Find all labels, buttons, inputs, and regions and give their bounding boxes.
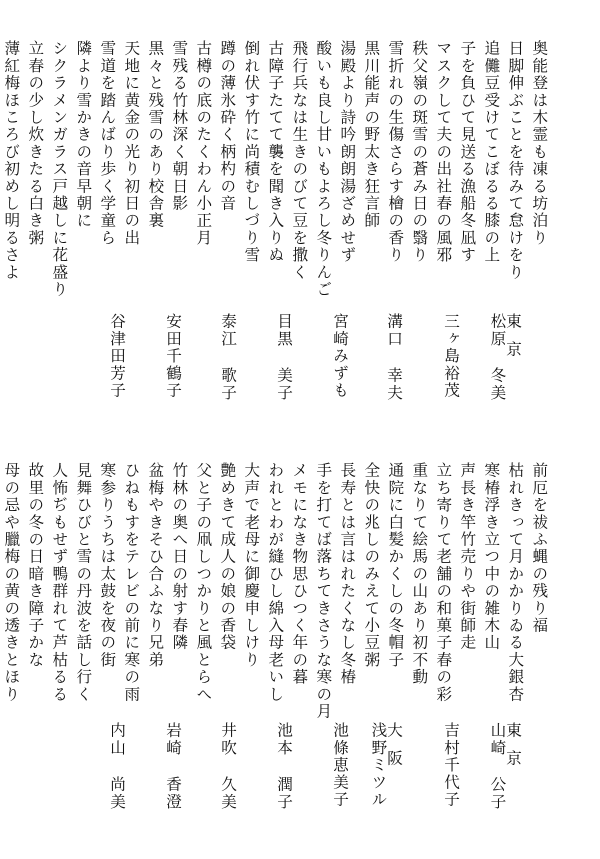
- haiku-line: 湯殿より詩吟朗朗湯ざめせず: [338, 40, 357, 264]
- haiku-line: 人怖ぢもせず鴨群れて芦枯るる: [50, 462, 69, 703]
- haiku-line: 古障子たてて襲を聞き入りぬ: [266, 40, 285, 264]
- haiku-line: 飛行兵なは生きのびて豆を撒く: [290, 40, 309, 281]
- haiku-line: 大声で老母に御慶申しけり: [242, 462, 261, 669]
- author-credit: [327, 722, 347, 808]
- haiku-line: 母の忌や臘梅の黄の透きとほり: [2, 462, 21, 703]
- haiku-line: 薄紅梅ほころび初めし明るさよ: [2, 40, 21, 281]
- haiku-line: 盆梅やきそひ合ふなり兄弟: [146, 462, 165, 669]
- author-credit: [488, 722, 522, 811]
- author-credit: [488, 313, 522, 402]
- haiku-line: 雪残る竹林深く朝日影: [170, 40, 189, 212]
- haiku-line: 寒椿浮き立つ中の雑木山: [482, 462, 501, 652]
- top-haiku-block: [0, 40, 600, 340]
- haiku-line: 通院に白髪かくしの冬帽子: [386, 462, 405, 669]
- haiku-line: 黒川能声の野太き狂言師: [362, 40, 381, 230]
- haiku-line: 子を負ひて見送る漁船冬凪す: [458, 40, 477, 264]
- author-credit: [369, 722, 403, 808]
- haiku-line: 枯れきって月かかりゐる大銀杏: [506, 462, 525, 703]
- haiku-line: 雪折れの生傷さらす檜の香り: [386, 40, 405, 264]
- haiku-line: 長寿とは言はれたくなし冬椿: [338, 462, 357, 686]
- bottom-author-row: [0, 722, 600, 852]
- author-credit: [438, 313, 458, 399]
- haiku-line: 隣より雪かきの音早朝に: [74, 40, 93, 230]
- author-name: 溝口 幸夫: [385, 313, 403, 402]
- author-credit: [160, 722, 180, 810]
- author-name: 安田千鶴子: [164, 313, 182, 399]
- haiku-line: 倒れ伏す竹に尚積むしづり雪: [242, 40, 261, 264]
- author-credit: [160, 313, 180, 399]
- haiku-line: 天地に黄金の光り初日の出: [122, 40, 141, 247]
- author-name: 岩崎 香澄: [164, 722, 182, 811]
- author-name: 井吹 久美: [219, 722, 237, 811]
- top-author-row: [0, 313, 600, 443]
- author-name: 目黒 美子: [275, 313, 293, 402]
- author-credit: [271, 722, 291, 810]
- haiku-line: メモになき物思ひつく年の暮: [290, 462, 309, 686]
- author-place: 大阪: [385, 722, 403, 778]
- author-place: 東京: [504, 313, 522, 369]
- author-credit: [438, 722, 458, 808]
- author-name: 泰江 歌子: [219, 313, 237, 402]
- author-name: 三ヶ島裕茂: [442, 313, 460, 399]
- author-credit: [381, 313, 401, 401]
- haiku-line: 秩父嶺の斑雪の蒼み日の翳り: [410, 40, 429, 264]
- author-credit: [215, 722, 235, 810]
- author-credit: [104, 313, 124, 399]
- author-name: 宮崎みずも: [331, 313, 349, 399]
- haiku-line: 日脚伸ぶことを待みて怠けをり: [506, 40, 525, 281]
- haiku-line: 古樽の底のたくわん小正月: [194, 40, 213, 247]
- author-credit: [104, 722, 124, 810]
- top-poem-columns: [0, 40, 600, 340]
- author-name: 谷津田芳子: [108, 313, 126, 399]
- haiku-line: 黒々と残雪のあり校舎裏: [146, 40, 165, 230]
- author-credit: [327, 313, 347, 399]
- haiku-line: 寒参りうちは太鼓を夜の街: [98, 462, 117, 669]
- haiku-line: マスクして夫の出社春の風邪: [434, 40, 453, 264]
- haiku-line: 酸いも良し甘いもよろし冬りんご: [314, 40, 333, 298]
- author-place: 東京: [504, 722, 522, 778]
- haiku-line: 手を打てば落ちてきさうな寒の月: [314, 462, 333, 720]
- haiku-line: 蹲の薄氷砕く柄杓の音: [218, 40, 237, 212]
- haiku-line: 雪道を踏んばり歩く学童ら: [98, 40, 117, 247]
- bottom-poem-columns: [0, 462, 600, 722]
- bottom-haiku-block: [0, 462, 600, 722]
- haiku-line: 声長き竿竹売りや街師走: [458, 462, 477, 652]
- author-name: 吉村千代子: [442, 722, 460, 808]
- author-name: 池本 潤子: [275, 722, 293, 811]
- author-credit: [271, 313, 291, 401]
- haiku-line: 全快の兆しのみえて小豆粥: [362, 462, 381, 669]
- haiku-line: 故里の冬の日暗き障子かな: [26, 462, 45, 669]
- haiku-line: 竹林の奥へ日の射す春隣: [170, 462, 189, 652]
- author-name: 池條恵美子: [331, 722, 349, 808]
- haiku-line: 重なりて絵馬の山あり初不動: [410, 462, 429, 686]
- haiku-line: 前厄を祓ふ蝿の残り福: [530, 462, 549, 634]
- author-name: 山崎 公子: [488, 722, 507, 811]
- haiku-line: 立ち寄りて老舗の和菓子春の彩: [434, 462, 453, 703]
- haiku-line: シクラメンガラス戸越しに花盛り: [50, 40, 69, 298]
- author-name: 浅野ミツル: [369, 722, 388, 808]
- haiku-line: 追儺豆受けてこぼるる膝の上: [482, 40, 501, 264]
- haiku-line: 見舞ひびと雪の丹波を話し行く: [74, 462, 93, 703]
- haiku-line: 父と子の凧しつかりと風とらへ: [194, 462, 213, 703]
- haiku-line: われとわが縫ひし綿入母老いし: [266, 462, 285, 703]
- haiku-line: ひねもすをテレビの前に寒の雨: [122, 462, 141, 703]
- haiku-line: 立春の少し炊きたる白き粥: [26, 40, 45, 247]
- author-name: 松原 冬美: [488, 313, 507, 402]
- author-name: 内山 尚美: [108, 722, 126, 811]
- haiku-line: 艶めきて成人の娘の香袋: [218, 462, 237, 652]
- author-credit: [215, 313, 235, 401]
- haiku-line: 奥能登は木霊も凍る坊泊り: [530, 40, 549, 247]
